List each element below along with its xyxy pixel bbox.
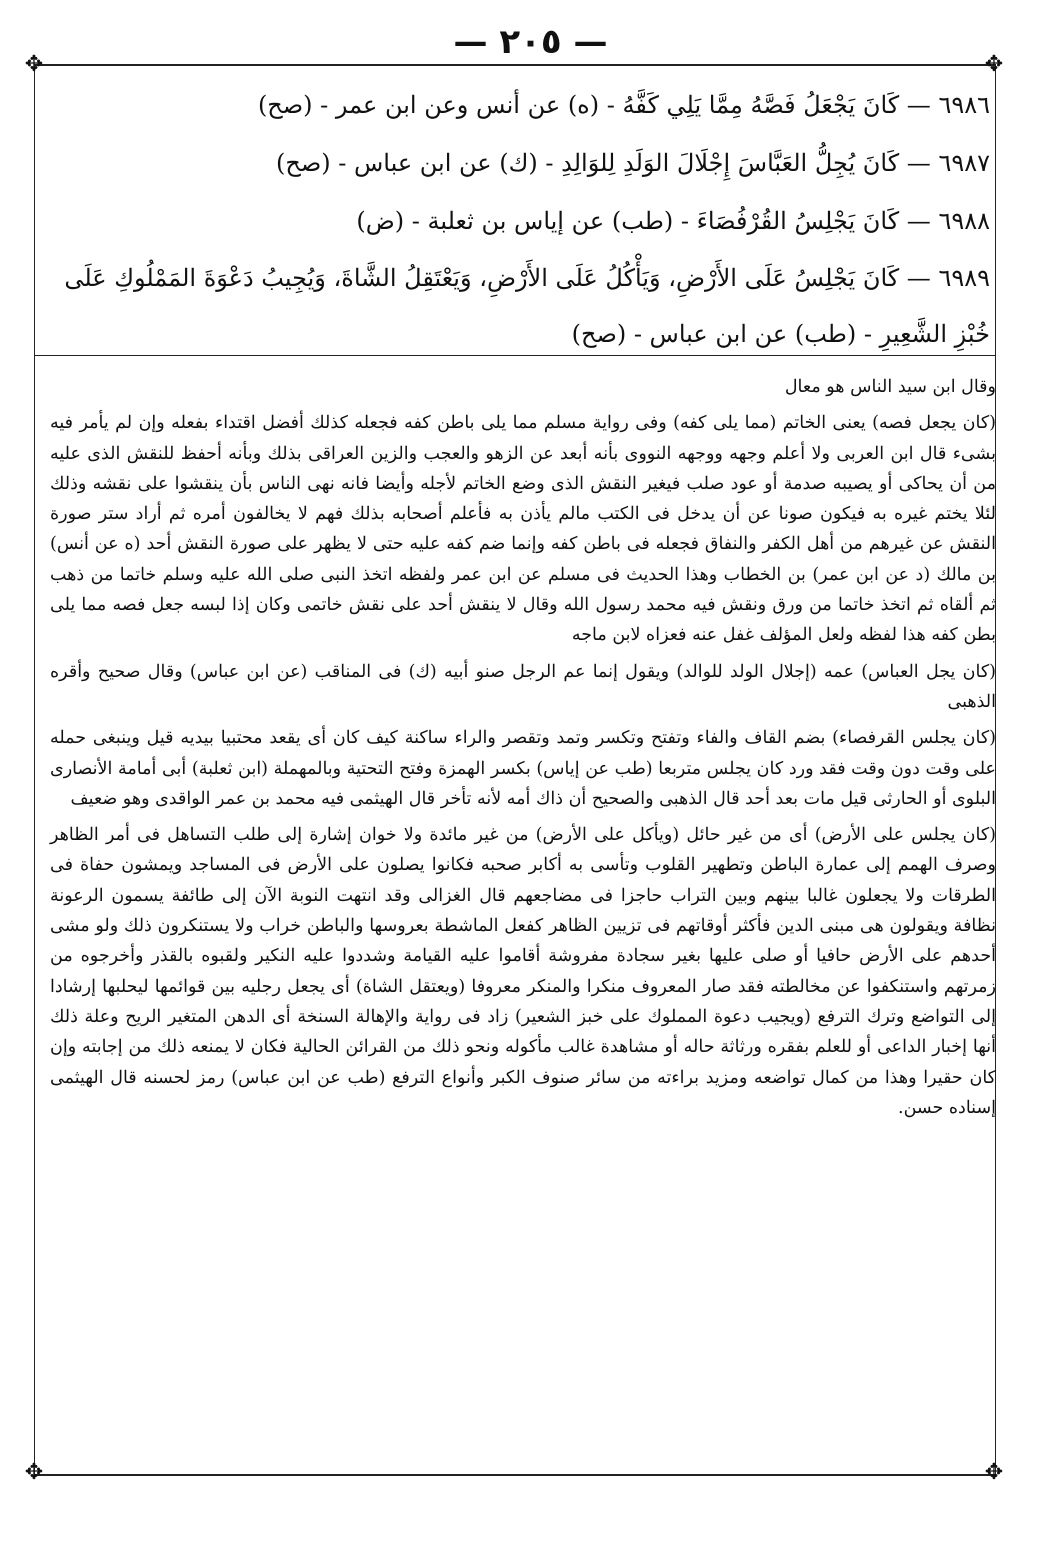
commentary-section [50, 372, 996, 1462]
corner-ornament-icon: ✥ [24, 52, 44, 77]
commentary-paragraph: (كان يجلس القرفصاء) بضم القاف والفاء وتفتح وتكسر وتمد وتقصر والراء ساكنة كيف كان أى يقعد محتبيا بيديه قيل وينبغى حمله على وقت دون وقت فقد ورد كان يجلس متربعا (طب عن إياس) بكسر الهمزة وفتح التحتية وبالمهملة (ابن ثعلبة) أبى أمامة الأنصارى البلوى أو الحارثى قيل مات بعد أحد قال الذهبى والصحيح أن ذاك أمه لأنه تأخر قال الهيثمى فيه محمد بن عمر الواقدى وهو ضعيف [50, 728, 996, 809]
page-number: — ٢٠٥ — [453, 22, 608, 62]
hadith-list [60, 76, 990, 362]
hadith-entry: ٦٩٨٩ — كَانَ يَجْلِسُ عَلَى الأَرْضِ، وَيَأْكُلُ عَلَى الأَرْضِ، وَيَعْتَقِلُ الشَّاةَ، وَيُجِيبُ دَعْوَةَ المَمْلُوكِ عَلَى خُبْزِ الشَّعِيرِ - (طب) عن ابن عباس - (صح) [64, 264, 990, 348]
corner-ornament-icon: ✥ [24, 1460, 44, 1485]
hadith-entry: ٦٩٨٧ — كَانَ يُجِلُّ العَبَّاسَ إِجْلَالَ الوَلَدِ لِلوَالِدِ - (ك) عن ابن عباس - (صح) [276, 149, 990, 177]
commentary-paragraph: (كان يجعل فصه) يعنى الخاتم (مما يلى كفه) وفى رواية مسلم مما يلى باطن كفه فجعله كذلك أفضل اقتداء بفعله وإن لم يأمر فيه بشىء قال ابن العربى ولا أعلم وجهه ووجهه النووى بأنه أبعد عن الزهو والعجب والزين العراقى بذلك وبأنه أحفظ للنقش الذى عليه من أن يحاكى أو يصيبه صدمة أو عود صلب فيغير النقش الذى وضع الخاتم لأجله وأيضا فانه نهى الناس بأن ينقشوا على نقشه وذلك لئلا يختم غيره به فيكون صونا عن أن يدخل فى الكتب مالم يأذن به فأعلم أصحابه بذلك فهم لا يخالفون أمره ثم أراد ستر صورة النقش عن غيرهم من أهل الكفر والنفاق فجعله فى باطن كفه وإنما ضم كفه عليه حتى لا يظهر على صورة النقش أحد (ه عن أنس) بن مالك (د عن ابن عمر) بن الخطاب وهذا الحديث فى مسلم عن ابن عمر ولفظه اتخذ النبى صلى الله عليه وسلم خاتما من ذهب ثم ألقاه ثم اتخذ خاتما من ورق ونقش فيه محمد رسول الله وقال لا ينقش أحد على نقش خاتمى وكان إذا لبسه جعل فصه مما يلى بطن كفه هذا لفظه ولعل المؤلف غفل عنه فعزاه لابن ماجه [50, 413, 996, 646]
commentary-paragraph: (كان يجلس على الأرض) أى من غير حائل (ويأكل على الأرض) من غير مائدة ولا خوان إشارة إلى طلب التساهل فى أمر الظاهر وصرف الهمم إلى عمارة الباطن وتطهير القلوب وتأسى به أكابر صحبه فكانوا يصلون على الأرض فى المساجد ويمشون حفاة فى الطرقات ولا يجعلون غالبا بينهم وبين التراب حاجزا فى مضاجعهم قال الغزالى وقد انتهت النوبة الآن إلى طائفة يسمون الرعونة نظافة ويقولون هى مبنى الدين فأكثر أوقاتهم فى تزيين الظاهر كفعل الماشطة بعروسها والباطن خراب ولا يستنكرون ذلك ولو مشى أحدهم على الأرض حافيا أو صلى عليها بغير سجادة مفروشة أقاموا عليه القيامة وشددوا عليه النكير ولقبوه بالقذر وأخرجوه من زمرتهم واستنكفوا عن مخالطته فقد صار المعروف منكرا والمنكر معروفا (ويعتقل الشاة) أى يجعل رجليه بين قوائمها ليحلبها إرشادا إلى التواضع وترك الترفع (ويجيب دعوة المملوك على خبز الشعير) زاد فى رواية والإهالة السنخة أى الدهن المتغير الريح وعلة ذلك أنها إخبار الداعى أو للعلم بفقره ورثاثة حاله أو مشاهدة غالب مأكوله ونحو ذلك من القرائن الحالية فكان لا يمنعه ذلك من إجابته وإن كان حقيرا وهذا من كمال تواضعه ومزيد براءته من سائر صنوف الكبر وأنواع الترفع (طب عن ابن عباس) رمز لحسنه قال الهيثمى إسناده حسن. [50, 825, 996, 1118]
corner-ornament-icon: ✥ [984, 52, 1004, 77]
hadith-entry: ٦٩٨٨ — كَانَ يَجْلِسُ القُرْفُصَاءَ - (طب) عن إياس بن ثعلبة - (ض) [356, 207, 990, 235]
corner-ornament-icon: ✥ [984, 1460, 1004, 1485]
hadith-entry: ٦٩٨٦ — كَانَ يَجْعَلُ فَصَّهُ مِمَّا يَلِي كَفَّهُ - (ه) عن أنس وعن ابن عمر - (صح) [257, 91, 990, 119]
commentary-paragraph: وقال ابن سيد الناس هو معال [784, 377, 996, 397]
commentary-paragraph: (كان يجل العباس) عمه (إجلال الولد للوالد) ويقول إنما عم الرجل صنو أبيه (ك) فى المناقب (عن ابن عباس) وقال صحيح وأقره الذهبى [50, 661, 996, 712]
section-divider [34, 355, 996, 356]
